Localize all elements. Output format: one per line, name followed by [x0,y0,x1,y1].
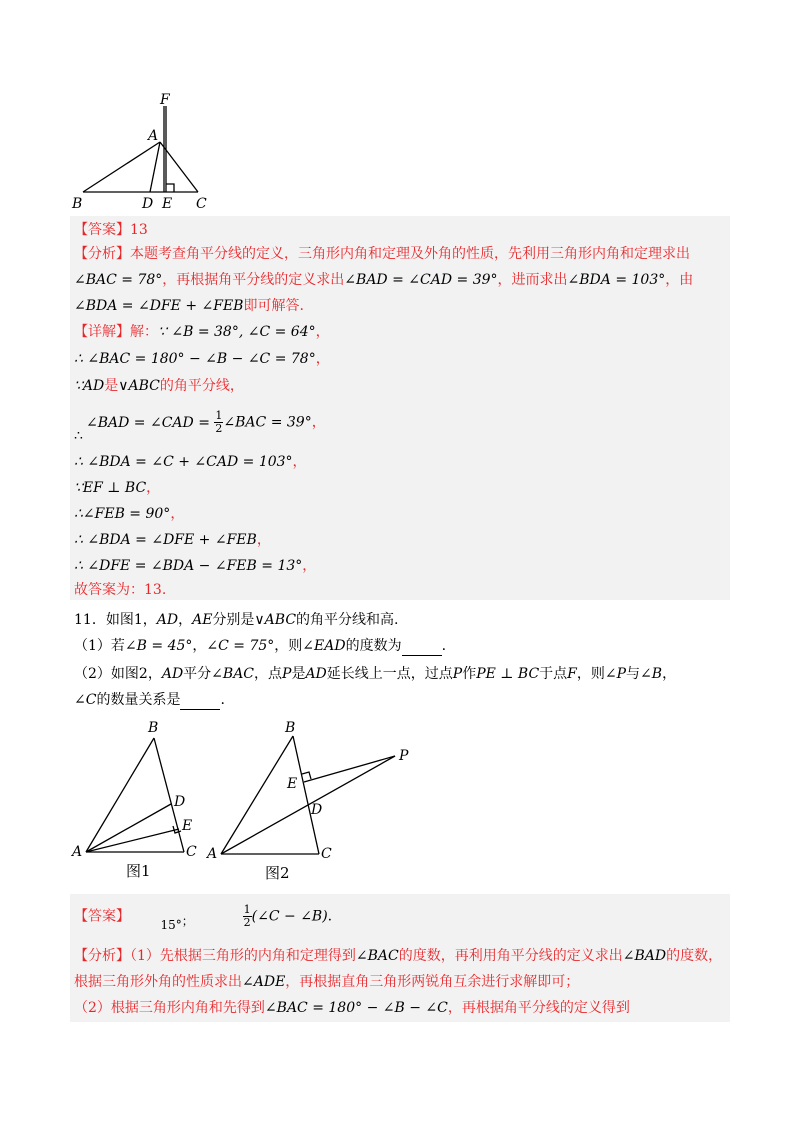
math-expr: F [567,666,577,682]
detail-line-5 [74,452,307,472]
q11-analysis-line-1 [74,946,722,966]
math-expr: P [452,666,463,682]
fraction-denominator: 2 [243,916,251,929]
math-expr: ∠BAD [622,948,667,964]
math-expr: ∴ ∠BAC = 180° − ∠B − ∠C = 78° [74,351,316,367]
math-expr: ∠B = 45° [124,638,193,654]
label-F: F [160,92,170,108]
part-text: . [441,638,447,654]
answer-blank-2[interactable] [180,695,220,710]
fig1-label-A: A [72,844,83,860]
math-expr: ∠BAD = ∠CAD = 39° [344,272,498,288]
label-E: E [162,196,173,212]
detail-line-6 [74,478,160,498]
part-text: （2）如图2， [74,666,162,682]
math-expr: ∠BDA = 103° [567,272,666,288]
punct: ， [146,480,161,496]
part-text: （1）若 [74,638,125,654]
math-expr: AD [156,612,179,628]
analysis-line-2 [74,270,693,290]
fraction-half [243,904,252,929]
math-expr: ∠P [604,666,627,682]
punct: ， [302,558,317,574]
analysis-text: （2）根据三角形内角和先得到 [74,1000,265,1016]
q11-analysis-line-2 [74,972,579,992]
detail-text: 的角平分线， [159,378,244,394]
answer-tag: 【答案】 [74,222,130,238]
detail-line-8 [74,530,271,550]
part-text: 的度数为 [345,638,402,654]
fig2-label-C: C [321,846,332,862]
punct: ， [315,351,330,367]
analysis-text: ，再根据直角三角形两锐角互余进行求解即可； [285,974,580,990]
math-expr: AD [161,666,184,682]
fig1-label-D: D [174,794,186,810]
q11-stem [74,610,399,630]
math-expr: ∵ ∠B = 38°, ∠C = 64° [158,324,316,340]
stem-text: 的角平分线和高. [296,612,399,628]
math-expr: ∠ADE [242,974,286,990]
label-C: C [196,196,207,212]
triangle-figure-top [68,92,218,212]
math-expr: PE ⊥ BC [476,666,540,682]
punct: . [327,908,333,925]
math-expr: P [282,666,292,682]
detail-line-9 [74,556,316,576]
analysis-text: ，再根据角平分线的定义求出 [162,272,345,288]
stem-text: 分别是 [212,612,255,628]
detail-line-7 [74,504,184,524]
part-text: 平分 [183,666,212,682]
triangle-figure-1 [70,716,210,886]
detail-line-1 [74,322,330,342]
punct: ， [315,324,330,340]
math-expr: ∠BAC [211,666,255,682]
answer-separator: ； [181,913,194,928]
label-A: A [148,128,159,144]
math-expr: ∵AD [74,378,105,394]
punct: ， [170,506,185,522]
math-expr: ∴ ∠BDA = ∠DFE + ∠FEB [74,532,257,548]
part-text: 作 [462,666,477,682]
part-text: ，则 [274,638,303,654]
math-expr: ∠EAD [302,638,346,654]
answer-part1: 15° [160,917,182,932]
math-expr: ∠BAD = ∠CAD = [86,414,210,431]
analysis-text: 的度数，再利用角平分线的定义求出 [398,948,623,964]
analysis-line-3 [74,296,304,316]
final-answer [74,580,166,600]
stem-text: 11．如图1， [74,612,157,628]
stem-text: ， [178,612,193,628]
q11-part2-line1 [74,664,676,684]
analysis-text: ，再根据角平分线的定义得到 [447,1000,630,1016]
fig2-label-B: B [285,720,296,736]
analysis-text: ，进而求出 [497,272,568,288]
detail-tag: 【详解】 [74,324,130,340]
q11-analysis-line-3 [74,998,630,1018]
therefore: ∴ [74,428,83,444]
part-text: 是 [291,666,306,682]
analysis-text: 即可解答. [243,298,304,314]
math-expr: ∠C [74,692,97,708]
math-expr: ∠BAC = 39° [223,414,312,431]
math-expr: ∠BDA = ∠DFE + ∠FEB [74,298,244,314]
fraction-numerator: 1 [215,409,223,422]
analysis-text: ，由 [665,272,694,288]
math-expr: ∠BAC = 78° [74,272,163,288]
triangle-figure-2 [205,716,425,886]
math-expr: ∴∠FEB = 90° [74,506,171,522]
part-text: . [220,692,225,708]
answer-tag: 【答案】 [74,908,130,925]
q11-answer-line [74,904,332,934]
label-B: B [72,196,83,212]
detail-text: 是 [104,378,119,394]
label-D: D [142,196,154,212]
answer-part2: (∠C − ∠B) [251,908,328,925]
part-text: ， [192,638,207,654]
math-expr: ∠C = 75° [206,638,275,654]
fig1-caption: 图1 [126,862,151,880]
part-text: 延长线上一点，过点 [326,666,453,682]
fig2-label-A: A [207,846,218,862]
fig1-label-E: E [182,818,193,834]
fig2-label-P: P [399,748,409,764]
fig2-label-D: D [311,802,323,818]
math-expr: AD [305,666,327,682]
math-expr: ∴ ∠DFE = ∠BDA − ∠FEB = 13° [74,558,303,574]
math-expr: ∨ABC [118,378,160,394]
analysis-tag: 【分析】 [74,948,130,964]
fraction-numerator: 1 [243,903,251,916]
math-expr: ∠B [640,666,663,682]
detail-text: 解： [130,324,158,340]
part-text: ，则 [576,666,605,682]
analysis-tag: 【分析】 [74,246,130,262]
math-expr: AE [192,612,213,628]
math-expr: ∠BAC = 180° − ∠B − ∠C [264,1000,448,1016]
answer-value: 13 [130,222,148,238]
part-text: ，点 [254,666,283,682]
detail-line-4 [74,410,326,435]
punct: ， [292,454,307,470]
math-expr: ∵EF ⊥ BC [74,480,147,496]
fig1-label-B: B [148,720,159,736]
math-expr: ∴ ∠BDA = ∠C + ∠CAD = 103° [74,454,293,470]
part-text: 于点 [539,666,568,682]
analysis-line-1 [74,244,690,264]
math-expr: ∠BAC [355,948,399,964]
analysis-text: 本题考查角平分线的定义，三角形内角和定理及外角的性质，先利用三角形内角和定理求出 [130,246,690,262]
detail-line-3 [74,376,244,396]
punct: ， [311,414,326,431]
math-expr: ∨ABC [254,612,297,628]
fig2-label-E: E [287,776,298,792]
detail-line-2 [74,349,330,369]
q11-part2-line2 [74,690,225,710]
final-answer-text: 故答案为：13. [74,582,167,598]
punct: ， [256,532,271,548]
answer-blank-1[interactable] [402,641,442,656]
fraction-denominator: 2 [215,422,223,435]
therefore-symbol [74,426,83,446]
fig1-label-C: C [186,844,197,860]
analysis-text: 的度数， [666,948,723,964]
q11-part1 [74,636,446,656]
part-text: 的数量关系是 [96,692,181,708]
analysis-text: 根据三角形外角的性质求出 [74,974,242,990]
analysis-text: （1）先根据三角形的内角和定理得到 [130,948,356,964]
fig2-caption: 图2 [265,864,290,882]
answer-line [74,220,148,240]
part-text: ， [662,666,677,682]
part-text: 与 [626,666,641,682]
